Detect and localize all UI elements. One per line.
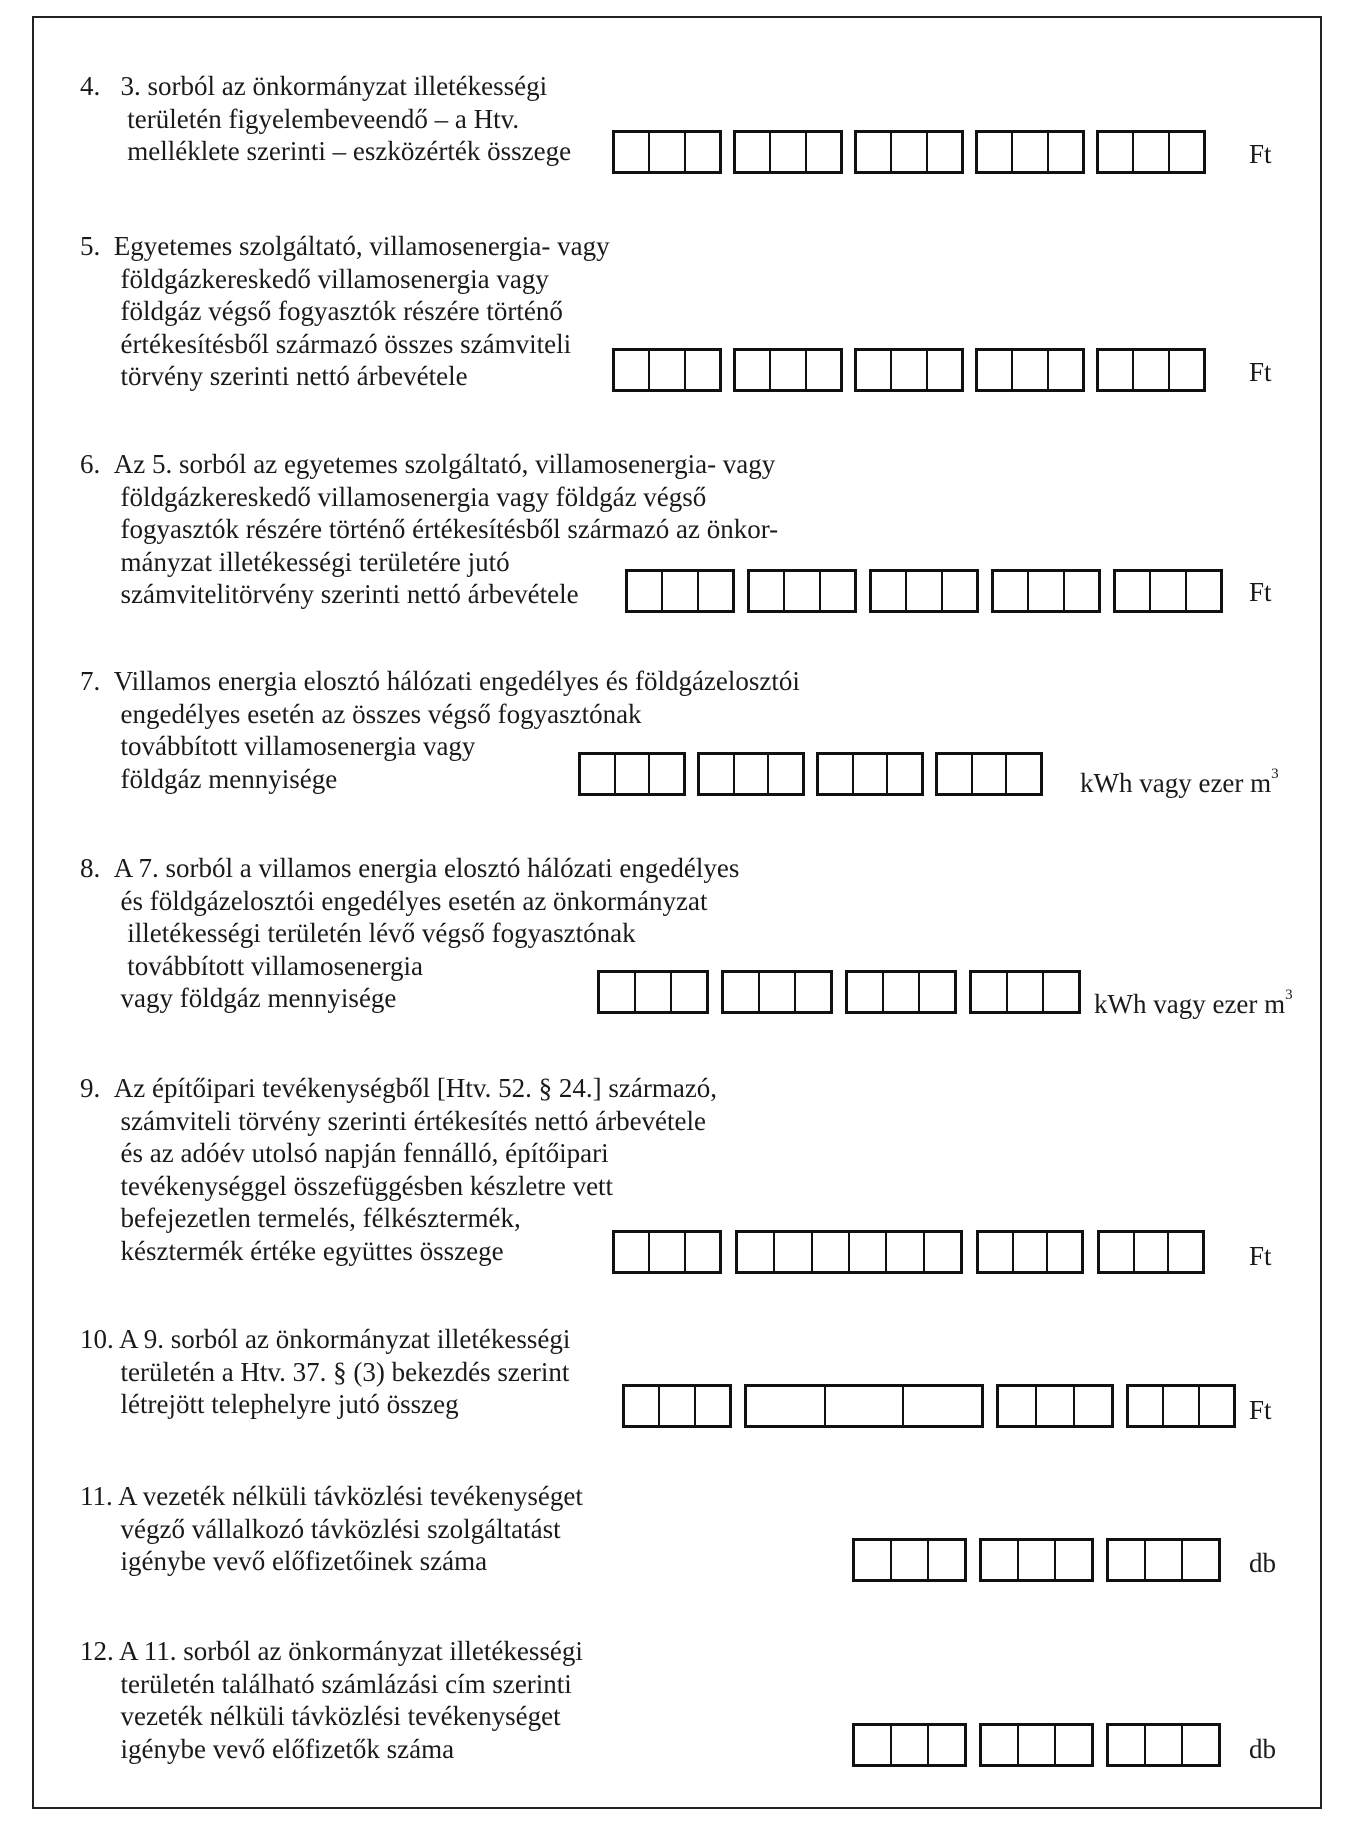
row-label-line: 5. Egyetemes szolgáltató, villamosenergia- vagy: [80, 231, 610, 261]
digit-box[interactable]: [769, 755, 802, 793]
digit-box[interactable]: [771, 133, 806, 171]
unit-label: [1249, 1394, 1272, 1426]
digit-group: [1106, 1538, 1221, 1582]
digit-box[interactable]: [785, 572, 820, 610]
digit-box[interactable]: [1134, 351, 1169, 389]
digit-group: [622, 1384, 732, 1428]
digit-box[interactable]: [1099, 351, 1134, 389]
digit-group: [625, 569, 735, 613]
digit-group: [1126, 1384, 1236, 1428]
digit-group: [975, 348, 1085, 392]
digit-box[interactable]: [650, 351, 685, 389]
unit-label: [1080, 762, 1279, 799]
row-label-line: 10. A 9. sorból az önkormányzat illetékességi: [80, 1324, 571, 1354]
row-label-line: földgázkereskedő villamosenergia vagy: [80, 263, 549, 294]
digit-box[interactable]: [1007, 755, 1040, 793]
digit-box[interactable]: [1169, 1233, 1202, 1271]
row-label-line: területén a Htv. 37. § (3) bekezdés szerint: [80, 1356, 570, 1387]
unit-superscript: 3: [1271, 766, 1279, 782]
digit-box[interactable]: [938, 755, 973, 793]
digit-box[interactable]: [1164, 1387, 1199, 1425]
digit-group: [744, 1384, 984, 1428]
digit-box[interactable]: [855, 1541, 892, 1579]
digit-group: [733, 348, 843, 392]
digit-box[interactable]: [600, 973, 636, 1011]
unit-text: Ft: [1249, 1395, 1272, 1425]
digit-box[interactable]: [999, 1387, 1037, 1425]
digit-box[interactable]: [650, 133, 685, 171]
digit-box[interactable]: [1019, 1726, 1056, 1764]
row-label-line: fogyasztók részére történő értékesítésből származó az önkor-: [80, 514, 779, 544]
digit-box[interactable]: [884, 973, 920, 1011]
digit-box[interactable]: [686, 351, 719, 389]
digit-box[interactable]: [1049, 133, 1082, 171]
digit-group: [991, 569, 1101, 613]
digit-group: [979, 1538, 1094, 1582]
digit-group: [1106, 1723, 1221, 1767]
digit-box[interactable]: [1014, 1233, 1049, 1271]
digit-box[interactable]: [1013, 133, 1048, 171]
digit-box[interactable]: [978, 133, 1013, 171]
row-label-line: engedélyes esetén az összes végső fogyasztónak: [80, 698, 642, 729]
unit-text: db: [1249, 1548, 1276, 1578]
row-label-line: számvitelitörvény szerinti nettó árbevétele: [80, 579, 579, 609]
digit-box[interactable]: [1200, 1387, 1233, 1425]
row-label-line: földgázkereskedő villamosenergia vagy földgáz végső: [80, 481, 707, 512]
digit-group: [816, 752, 924, 796]
digit-group: [697, 752, 805, 796]
digit-box[interactable]: [1146, 1541, 1183, 1579]
digit-box[interactable]: [581, 755, 616, 793]
row-label-line: késztermék értéke együttes összege: [80, 1235, 504, 1266]
digit-box[interactable]: [972, 973, 1008, 1011]
digit-box[interactable]: [1135, 1233, 1170, 1271]
digit-group: [979, 1723, 1094, 1767]
row-label-line: 9. Az építőipari tevékenységből [Htv. 52. § 24.] származó,: [80, 1073, 718, 1103]
row-label-line: befejezetlen termelés, félkésztermék,: [80, 1203, 521, 1233]
digit-box[interactable]: [1044, 973, 1078, 1011]
digit-box[interactable]: [982, 1726, 1019, 1764]
row-label-line: igénybe vevő előfizetőinek száma: [80, 1546, 488, 1576]
digit-box[interactable]: [929, 1726, 964, 1764]
digit-group: [845, 970, 957, 1014]
unit-text: kWh vagy ezer m: [1080, 768, 1272, 798]
digit-box[interactable]: [907, 572, 942, 610]
digit-box[interactable]: [663, 572, 698, 610]
digit-box[interactable]: [650, 1233, 685, 1271]
digit-box[interactable]: [979, 1233, 1014, 1271]
digit-box[interactable]: [750, 572, 785, 610]
digit-box[interactable]: [892, 1726, 929, 1764]
digit-box[interactable]: [1100, 1233, 1135, 1271]
row-label-line: 4. 3. sorból az önkormányzat illetékességi: [80, 71, 548, 101]
digit-box[interactable]: [736, 351, 771, 389]
unit-label: [1094, 983, 1293, 1020]
digit-box[interactable]: [700, 755, 735, 793]
row-label-line: 6. Az 5. sorból az egyetemes szolgáltató, villamosenergia- vagy: [80, 449, 776, 479]
digit-group: [597, 970, 709, 1014]
digit-box[interactable]: [1109, 1726, 1146, 1764]
digit-box[interactable]: [994, 572, 1029, 610]
row-label-line: törvény szerinti nettó árbevétele: [80, 361, 468, 391]
digit-box[interactable]: [892, 1541, 929, 1579]
row-label-line: melléklete szerinti – eszközérték összege: [80, 136, 572, 166]
unit-label: [1249, 576, 1272, 608]
digit-box[interactable]: [928, 351, 961, 389]
digit-box[interactable]: [1075, 1387, 1111, 1425]
digit-box[interactable]: [660, 1387, 695, 1425]
digit-box[interactable]: [920, 973, 954, 1011]
digit-box[interactable]: [888, 755, 921, 793]
digit-group: [612, 130, 722, 174]
digit-box[interactable]: [686, 133, 719, 171]
unit-text: kWh vagy ezer m: [1094, 989, 1286, 1019]
digit-group: [1096, 130, 1206, 174]
row-label-line: létrejött telephelyre jutó összeg: [80, 1389, 459, 1419]
row-label-line: illetékességi területén lévő végső fogyasztónak: [80, 918, 636, 948]
digit-box[interactable]: [1008, 973, 1044, 1011]
digit-box[interactable]: [672, 973, 706, 1011]
row-label-line: földgáz végső fogyasztók részére történő: [80, 296, 563, 326]
digit-box[interactable]: [686, 1233, 719, 1271]
digit-box[interactable]: [1183, 1726, 1218, 1764]
row-label-line: igénybe vevő előfizetők száma: [80, 1733, 455, 1764]
digit-box[interactable]: [819, 755, 854, 793]
digit-box[interactable]: [760, 973, 796, 1011]
digit-box[interactable]: [973, 755, 1008, 793]
unit-label: [1249, 138, 1272, 170]
digit-box[interactable]: [813, 1233, 850, 1271]
digit-box[interactable]: [1049, 351, 1082, 389]
unit-label: [1249, 1733, 1276, 1765]
digit-box[interactable]: [615, 1233, 650, 1271]
digit-box[interactable]: [1170, 133, 1203, 171]
digit-box[interactable]: [615, 133, 650, 171]
digit-group: [1097, 1230, 1205, 1274]
digit-box[interactable]: [1170, 351, 1203, 389]
digit-group: [735, 1230, 963, 1274]
unit-text: db: [1249, 1734, 1276, 1764]
digit-box[interactable]: [625, 1387, 660, 1425]
row-label-line: és földgázelosztói engedélyes esetén az önkormányzat: [80, 885, 708, 916]
digit-box[interactable]: [978, 351, 1013, 389]
row-label-line: tevékenységgel összefüggésben készletre vett: [80, 1170, 614, 1201]
row-label-line: 8. A 7. sorból a villamos energia elosztó hálózati engedélyes: [80, 853, 740, 883]
digit-box[interactable]: [650, 755, 683, 793]
digit-box[interactable]: [1109, 1541, 1146, 1579]
row-label-line: továbbított villamosenergia vagy: [80, 731, 476, 761]
digit-box[interactable]: [1037, 1387, 1075, 1425]
unit-superscript: 3: [1285, 987, 1293, 1003]
digit-group: [854, 348, 964, 392]
digit-box[interactable]: [872, 572, 907, 610]
digit-group: [1113, 569, 1223, 613]
digit-box[interactable]: [925, 1233, 960, 1271]
row-label-line: mányzat illetékességi területére jutó: [80, 546, 510, 577]
digit-box[interactable]: [854, 755, 889, 793]
digit-box[interactable]: [1056, 1541, 1091, 1579]
digit-box[interactable]: [857, 133, 892, 171]
row-label-line: földgáz mennyisége: [80, 763, 338, 794]
digit-group: [721, 970, 833, 1014]
digit-box[interactable]: [1129, 1387, 1164, 1425]
digit-group: [854, 130, 964, 174]
digit-box[interactable]: [857, 351, 892, 389]
digit-box[interactable]: [904, 1387, 981, 1425]
row-label-line: értékesítésből származó összes számviteli: [80, 328, 572, 359]
digit-box[interactable]: [699, 572, 732, 610]
digit-box[interactable]: [1146, 1726, 1183, 1764]
digit-group: [612, 1230, 722, 1274]
unit-label: [1249, 1240, 1272, 1272]
digit-box[interactable]: [892, 133, 927, 171]
unit-text: Ft: [1249, 139, 1272, 169]
digit-group: [852, 1538, 967, 1582]
digit-box[interactable]: [848, 973, 884, 1011]
digit-box[interactable]: [807, 133, 840, 171]
digit-group: [578, 752, 686, 796]
digit-group: [747, 569, 857, 613]
digit-box[interactable]: [736, 133, 771, 171]
digit-group: [733, 130, 843, 174]
digit-group: [976, 1230, 1084, 1274]
unit-label: [1249, 1547, 1276, 1579]
digit-box[interactable]: [1029, 572, 1064, 610]
digit-box[interactable]: [1134, 133, 1169, 171]
digit-box[interactable]: [747, 1387, 826, 1425]
digit-group: [1096, 348, 1206, 392]
digit-box[interactable]: [696, 1387, 729, 1425]
digit-box[interactable]: [1116, 572, 1151, 610]
unit-label: [1249, 356, 1272, 388]
digit-box[interactable]: [1099, 133, 1134, 171]
unit-text: Ft: [1249, 357, 1272, 387]
digit-box[interactable]: [928, 133, 961, 171]
digit-box[interactable]: [887, 1233, 924, 1271]
digit-group: [996, 1384, 1114, 1428]
digit-box[interactable]: [628, 572, 663, 610]
digit-group: [969, 970, 1081, 1014]
digit-box[interactable]: [775, 1233, 812, 1271]
digit-box[interactable]: [1019, 1541, 1056, 1579]
row-label-line: 11. A vezeték nélküli távközlési tevékenységet: [80, 1481, 583, 1511]
row-label-line: továbbított villamosenergia: [80, 950, 423, 981]
digit-box[interactable]: [771, 351, 806, 389]
digit-group: [612, 348, 722, 392]
digit-box[interactable]: [615, 351, 650, 389]
row-label-line: végző vállalkozó távközlési szolgáltatást: [80, 1513, 561, 1544]
digit-group: [975, 130, 1085, 174]
digit-box[interactable]: [796, 973, 830, 1011]
digit-box[interactable]: [738, 1233, 775, 1271]
row-label-line: vagy földgáz mennyisége: [80, 983, 397, 1013]
digit-box[interactable]: [929, 1541, 964, 1579]
digit-box[interactable]: [1065, 572, 1098, 610]
digit-box[interactable]: [1013, 351, 1048, 389]
digit-box[interactable]: [821, 572, 854, 610]
digit-box[interactable]: [636, 973, 672, 1011]
unit-text: Ft: [1249, 577, 1272, 607]
row-label-line: területén található számlázási cím szerinti: [80, 1668, 572, 1699]
row-label-line: számviteli törvény szerinti értékesítés nettó árbevétele: [80, 1105, 707, 1136]
digit-box[interactable]: [616, 755, 651, 793]
digit-box[interactable]: [982, 1541, 1019, 1579]
digit-box[interactable]: [1056, 1726, 1091, 1764]
row-label-line: és az adóév utolsó napján fennálló, építőipari: [80, 1138, 609, 1168]
row-label-line: 12. A 11. sorból az önkormányzat illetékességi: [80, 1636, 583, 1666]
row-label-line: 7. Villamos energia elosztó hálózati engedélyes és földgázelosztói: [80, 666, 800, 696]
digit-group: [869, 569, 979, 613]
row-label-line: vezeték nélküli távközlési tevékenységet: [80, 1701, 561, 1731]
digit-box[interactable]: [943, 572, 976, 610]
digit-box[interactable]: [724, 973, 760, 1011]
digit-box[interactable]: [1048, 1233, 1081, 1271]
digit-box[interactable]: [1183, 1541, 1218, 1579]
digit-box[interactable]: [826, 1387, 905, 1425]
digit-group: [935, 752, 1043, 796]
unit-text: Ft: [1249, 1241, 1272, 1271]
digit-group: [852, 1723, 967, 1767]
digit-box[interactable]: [1151, 572, 1186, 610]
digit-box[interactable]: [855, 1726, 892, 1764]
digit-box[interactable]: [735, 755, 770, 793]
digit-box[interactable]: [892, 351, 927, 389]
row-label-line: területén figyelembeveendő – a Htv.: [80, 103, 520, 134]
digit-box[interactable]: [807, 351, 840, 389]
digit-box[interactable]: [850, 1233, 887, 1271]
digit-box[interactable]: [1187, 572, 1220, 610]
